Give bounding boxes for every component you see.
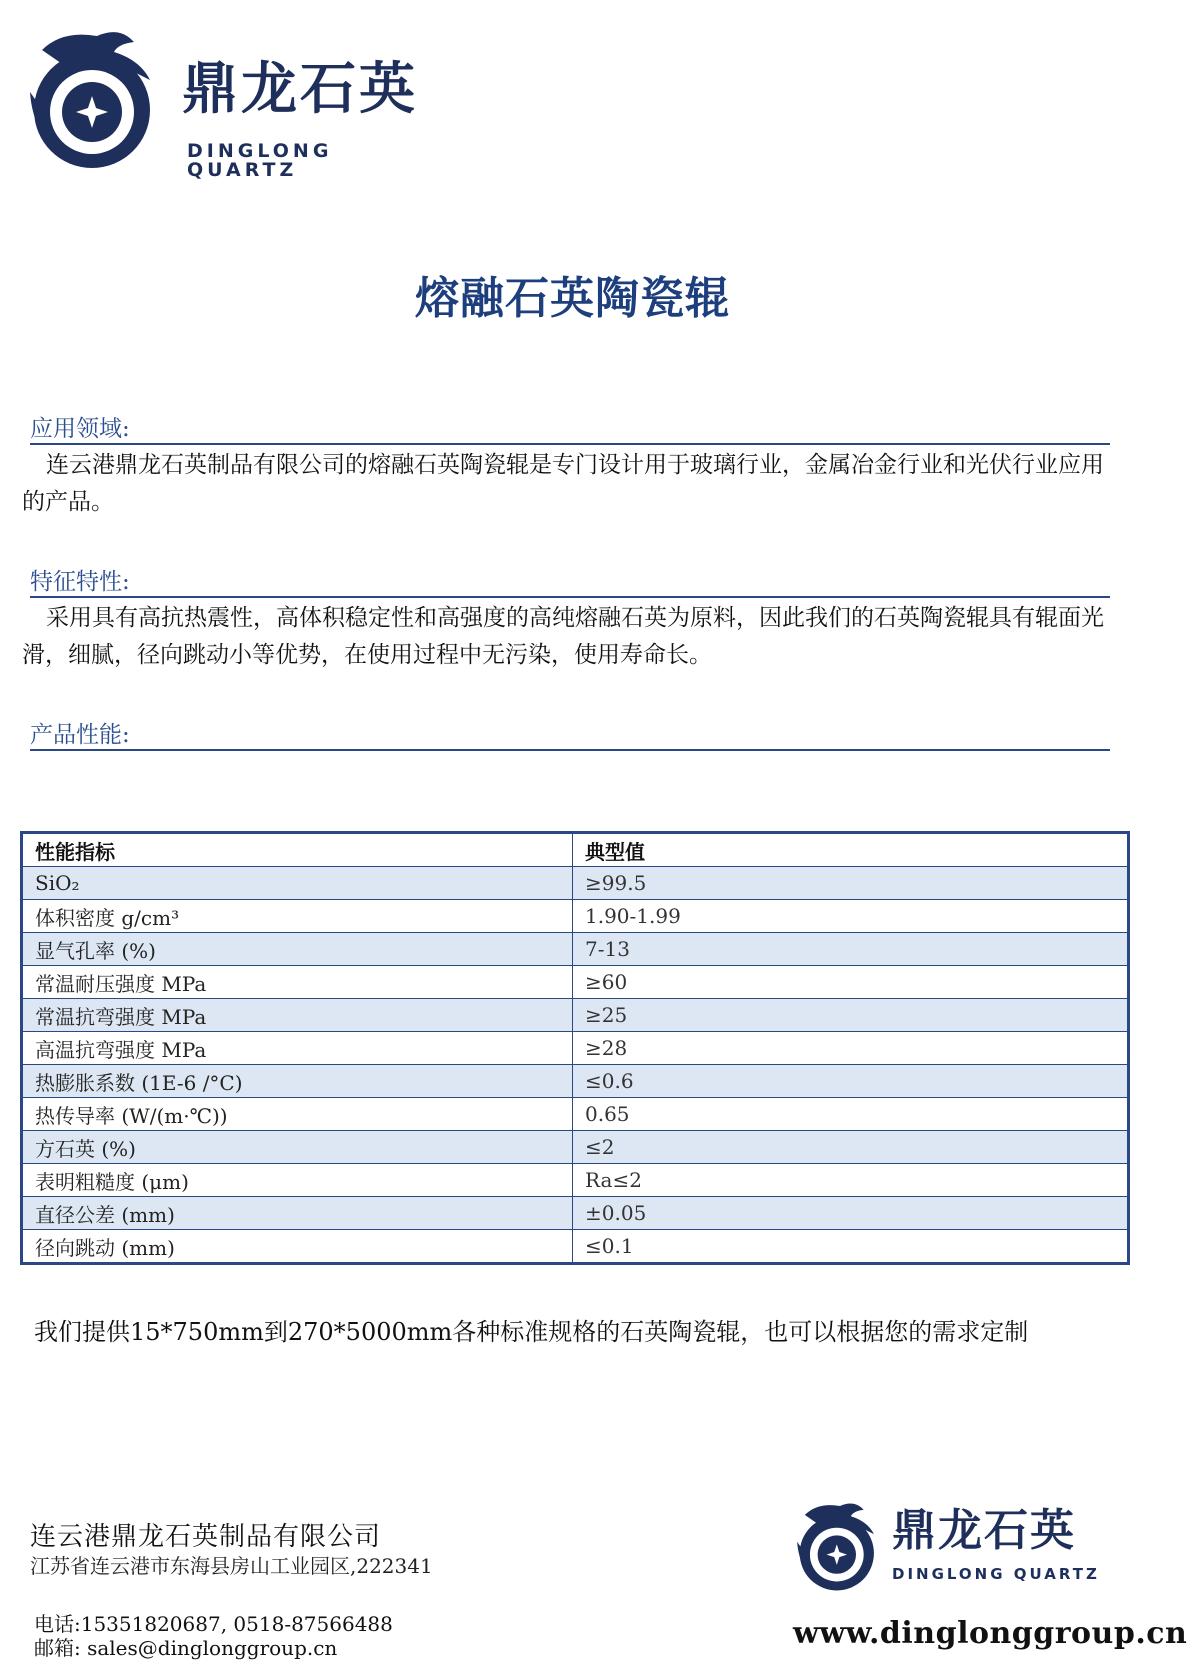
table-row (22, 1131, 1129, 1164)
table-row (22, 1032, 1129, 1065)
value-cell: 1.90-1.99 (573, 900, 1129, 933)
footer-brand-logo (792, 1495, 1132, 1595)
company-email[interactable]: 邮箱: sales@dinglonggroup.cn (34, 1636, 338, 1660)
section-divider (30, 749, 1110, 751)
company-name: 连云港鼎龙石英制品有限公司 (30, 1522, 382, 1552)
brand-name-cn: 鼎龙石英 (182, 57, 418, 122)
value-cell: ≥28 (573, 1032, 1129, 1065)
table-header-cell: 性能指标 (22, 833, 573, 867)
table-row (22, 1197, 1129, 1230)
property-cell: 径向跳动 (mm) (22, 1230, 573, 1264)
value-cell: ≥99.5 (573, 867, 1129, 900)
section-divider (30, 443, 1110, 445)
company-phone: 电话:15351820687, 0518-87566488 (34, 1612, 393, 1636)
property-cell: 热传导率 (W/(m·℃)) (22, 1098, 573, 1131)
application-text: 连云港鼎龙石英制品有限公司的熔融石英陶瓷辊是专门设计用于玻璃行业，金属冶金行业和光伏行业应用的产品。 (22, 452, 1104, 515)
table-row (22, 1098, 1129, 1131)
table-row (22, 966, 1129, 999)
table-header-row (22, 833, 1129, 867)
value-cell: Ra≤2 (573, 1164, 1129, 1197)
table-row (22, 1230, 1129, 1264)
section-divider (30, 596, 1110, 598)
table-row (22, 1065, 1129, 1098)
table-row (22, 933, 1129, 966)
features-heading: 特征特性: (30, 569, 130, 595)
brand-logo (22, 22, 452, 181)
property-cell: 直径公差 (mm) (22, 1197, 573, 1230)
value-cell: ≥60 (573, 966, 1129, 999)
property-cell: 常温抗弯强度 MPa (22, 999, 573, 1032)
value-cell: 7-13 (573, 933, 1129, 966)
brand-name-en: DINGLONG QUARTZ (187, 140, 333, 181)
company-address: 江苏省连云港市东海县房山工业园区,222341 (30, 1554, 433, 1578)
dragon-emblem-icon (22, 22, 172, 172)
property-cell: SiO₂ (22, 867, 573, 900)
value-cell: ±0.05 (573, 1197, 1129, 1230)
performance-table (20, 831, 1130, 1265)
features-text: 采用具有高抗热震性，高体积稳定性和高强度的高纯熔融石英为原料，因此我们的石英陶瓷辊具有辊面光滑，细腻，径向跳动小等优势，在使用过程中无污染，使用寿命长。 (22, 605, 1104, 668)
table-row (22, 999, 1129, 1032)
table-row (22, 900, 1129, 933)
property-cell: 方石英 (%) (22, 1131, 573, 1164)
dragon-emblem-icon (792, 1495, 888, 1595)
offer-text: 我们提供15*750mm到270*5000mm各种标准规格的石英陶瓷辊，也可以根据您的需求定制 (34, 1318, 1029, 1346)
property-cell: 体积密度 g/cm³ (22, 900, 573, 933)
value-cell: ≤2 (573, 1131, 1129, 1164)
brand-name-cn: 鼎龙石英 (892, 1505, 1076, 1556)
performance-heading: 产品性能: (30, 722, 130, 748)
page-title: 熔融石英陶瓷辊 (415, 273, 730, 324)
brand-name-en: DINGLONG QUARTZ (892, 1565, 1100, 1583)
property-cell: 显气孔率 (%) (22, 933, 573, 966)
property-cell: 高温抗弯强度 MPa (22, 1032, 573, 1065)
value-cell: 0.65 (573, 1098, 1129, 1131)
property-cell: 热膨胀系数 (1E-6 /°C) (22, 1065, 573, 1098)
value-cell: ≥25 (573, 999, 1129, 1032)
value-cell: ≤0.1 (573, 1230, 1129, 1264)
application-heading: 应用领域: (30, 416, 130, 442)
table-row (22, 867, 1129, 900)
table-header-cell: 典型值 (573, 833, 1129, 867)
value-cell: ≤0.6 (573, 1065, 1129, 1098)
website-link[interactable]: www.dinglonggroup.cn (793, 1616, 1188, 1651)
property-cell: 常温耐压强度 MPa (22, 966, 573, 999)
property-cell: 表明粗糙度 (μm) (22, 1164, 573, 1197)
table-row (22, 1164, 1129, 1197)
